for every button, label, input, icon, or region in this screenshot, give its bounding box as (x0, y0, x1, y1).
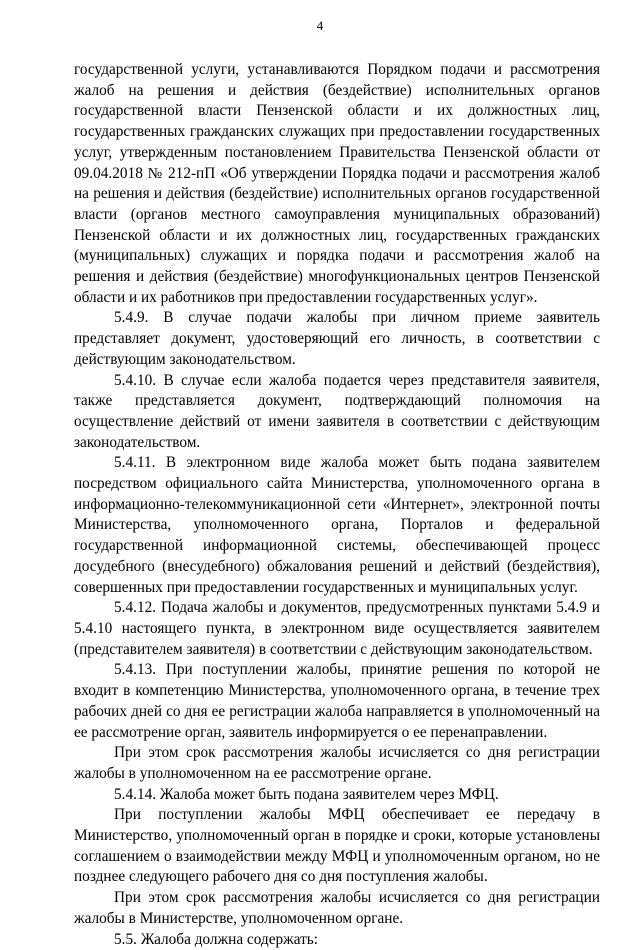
paragraph-5-4-9: 5.4.9. В случае подачи жалобы при личном приеме заявитель представляет документ, удостоверяющий его личность, в соответствии с действующим законодательством. (74, 309, 600, 368)
paragraph-5-5: 5.5. Жалоба должна содержать: (114, 930, 319, 948)
paragraph-5-4-13-term: При этом срок рассмотрения жалобы исчисляется со дня регистрации жалобы в уполномоченном на ее рассмотрение органе. (74, 744, 600, 782)
page-number: 4 (316, 18, 324, 33)
paragraph-5-4-14-mfc: При поступлении жалобы МФЦ обеспечивает ее передачу в Министерство, уполномоченный орган в порядке и сроки, которые установлены соглашением о взаимодействии между МФЦ и уполномоченным органом, но не позднее следующего рабочего дня со дня поступления жалобы. (74, 806, 600, 886)
document-body (74, 60, 600, 950)
paragraph-5-4-13: 5.4.13. При поступлении жалобы, принятие решения по которой не входит в компетенцию Министерства, уполномоченного органа, в течение трех рабочих дней со дня ее регистрации жалоба направляется в уполномоченный на ее рассмотрение орган, заявитель информируется о ее перенаправлении. (74, 661, 600, 741)
paragraph-5-4-14: 5.4.14. Жалоба может быть подана заявителем через МФЦ. (114, 785, 499, 803)
paragraph-5-4-12: 5.4.12. Подача жалобы и документов, предусмотренных пунктами 5.4.9 и 5.4.10 настоящего пункта, в электронном виде осуществляется заявителем (представителем заявителя) в соответствии с действующим законодательством. (74, 599, 600, 658)
paragraph-5-4-10: 5.4.10. В случае если жалоба подается через представителя заявителя, также представляется документ, подтверждающий полномочия на осуществление действий от имени заявителя в соответствии с действующим законодательством. (74, 371, 600, 451)
paragraph-5-4-14-term: При этом срок рассмотрения жалобы исчисляется со дня регистрации жалобы в Министерстве, уполномоченном органе. (74, 889, 600, 927)
paragraph-5-4-11: 5.4.11. В электронном виде жалоба может быть подана заявителем посредством официального сайта Министерства, уполномоченного органа в информационно-телекоммуникационной сети «Интернет», электронной почты Министерства, уполномоченного органа, Порталов и федеральной государственной информационной системы, обеспечивающей процесс досудебного (внесудебного) обжалования решений и действий (бездействия), совершенных при предоставлении государственных и муниципальных услуг. (74, 454, 600, 596)
paragraph-continuation: государственной услуги, устанавливаются Порядком подачи и рассмотрения жалоб на решения и действия (бездействие) исполнительных органов государственной власти Пензенской области и их должностных лиц, государственных гражданских служащих при предоставлении государственных услуг, утвержденным постановлением Правительства Пензенской области от 09.04.2018 № 212-пП «Об утверждении Порядка подачи и рассмотрения жалоб на решения и действия (бездействие) исполнительных органов государственной власти (органов местного самоуправления муниципальных образований) Пензенской области и их должностных лиц, государственных гражданских (муниципальных) служащих и порядка подачи и рассмотрения жалоб на решения и действия (бездействие) многофункциональных центров Пензенской области и их работников при предоставлении государственных услуг». (74, 61, 600, 306)
